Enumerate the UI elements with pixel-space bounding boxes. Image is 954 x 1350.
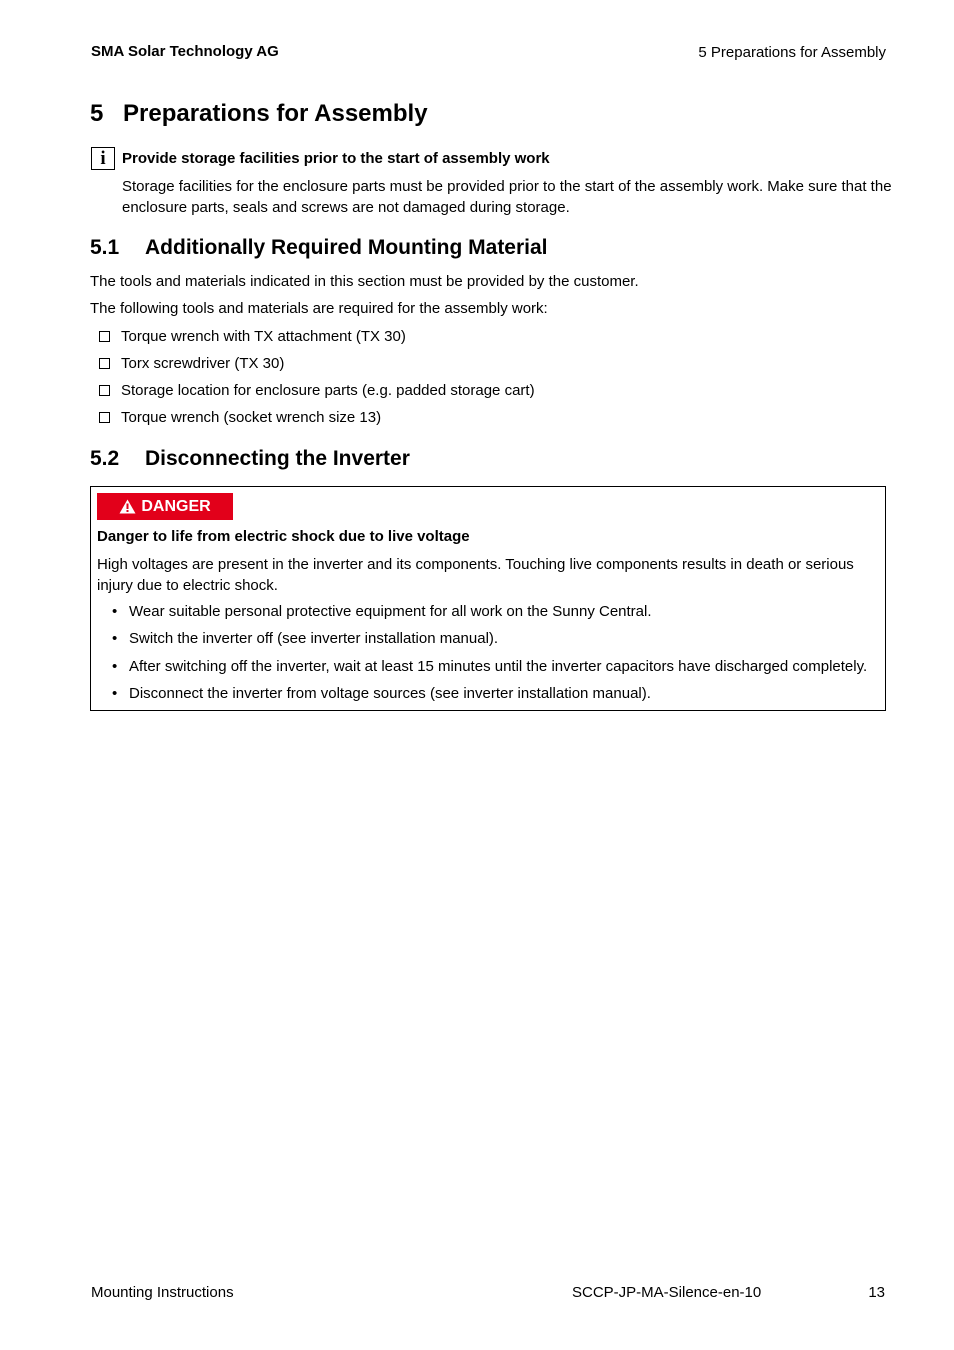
header-chapter: 5 Preparations for Assembly [698,44,886,61]
checkbox-icon [99,358,110,369]
bullet-icon: • [112,658,118,675]
list-item [99,409,381,426]
bullet-icon: • [112,685,118,702]
info-icon: i [91,147,115,170]
checkbox-icon [99,331,110,342]
checkbox-icon [99,385,110,396]
danger-body: High voltages are present in the inverter and its components. Touching live components results in death or serious injury due to electric shock. [97,556,854,594]
section1-intro-1: The tools and materials indicated in this section must be provided by the customer. [90,273,639,290]
list-item-label: Torx screwdriver (TX 30) [121,355,285,372]
note-title: Provide storage facilities prior to the start of assembly work [122,150,550,167]
list-item-label: Torque wrench (socket wrench size 13) [121,409,382,426]
bullet-icon: • [112,603,118,620]
bullet-item [112,630,498,647]
chapter-number: 5 [90,100,104,127]
section-title: Additionally Required Mounting Material [145,236,548,259]
section1-intro-2: The following tools and materials are required for the assembly work: [90,300,548,317]
note-body: Storage facilities for the enclosure parts must be provided prior to the start of the assembly work. Make sure that the enclosure parts, seals and screws are not damaged during storage. [122,178,892,216]
list-item-label: Storage location for enclosure parts (e.g. padded storage cart) [121,382,535,399]
checkbox-icon [99,412,110,423]
danger-title: Danger to life from electric shock due to live voltage [97,528,470,545]
danger-label: DANGER [141,497,211,515]
chapter-title: Preparations for Assembly [123,100,428,127]
warning-icon [119,499,136,514]
header-company: SMA Solar Technology AG [91,43,279,60]
list-item [99,382,535,399]
list-item [99,328,406,345]
bullet-text: Disconnect the inverter from voltage sources (see inverter installation manual). [129,685,651,702]
section-title: Disconnecting the Inverter [145,447,410,470]
bullet-text: Wear suitable personal protective equipment for all work on the Sunny Central. [129,603,652,620]
footer-doc-code: SCCP-JP-MA-Silence-en-10 [572,1284,762,1301]
section-heading-5-1 [90,236,548,260]
bullet-item [112,685,651,702]
bullet-icon: • [112,630,118,647]
chapter-heading [90,100,428,128]
list-item [99,355,284,372]
section-heading-5-2 [90,447,410,471]
bullet-item [112,658,867,675]
section-number: 5.1 [90,236,120,259]
list-item-label: Torque wrench with TX attachment (TX 30) [121,328,406,345]
section-number: 5.2 [90,447,120,470]
bullet-text: Switch the inverter off (see inverter installation manual). [129,630,499,647]
footer-doc-type: Mounting Instructions [91,1284,234,1301]
danger-badge [97,493,233,520]
page-number: 13 [868,1284,885,1301]
bullet-text: After switching off the inverter, wait at least 15 minutes until the inverter capacitors have discharged completely. [129,658,868,675]
bullet-item [112,603,652,620]
